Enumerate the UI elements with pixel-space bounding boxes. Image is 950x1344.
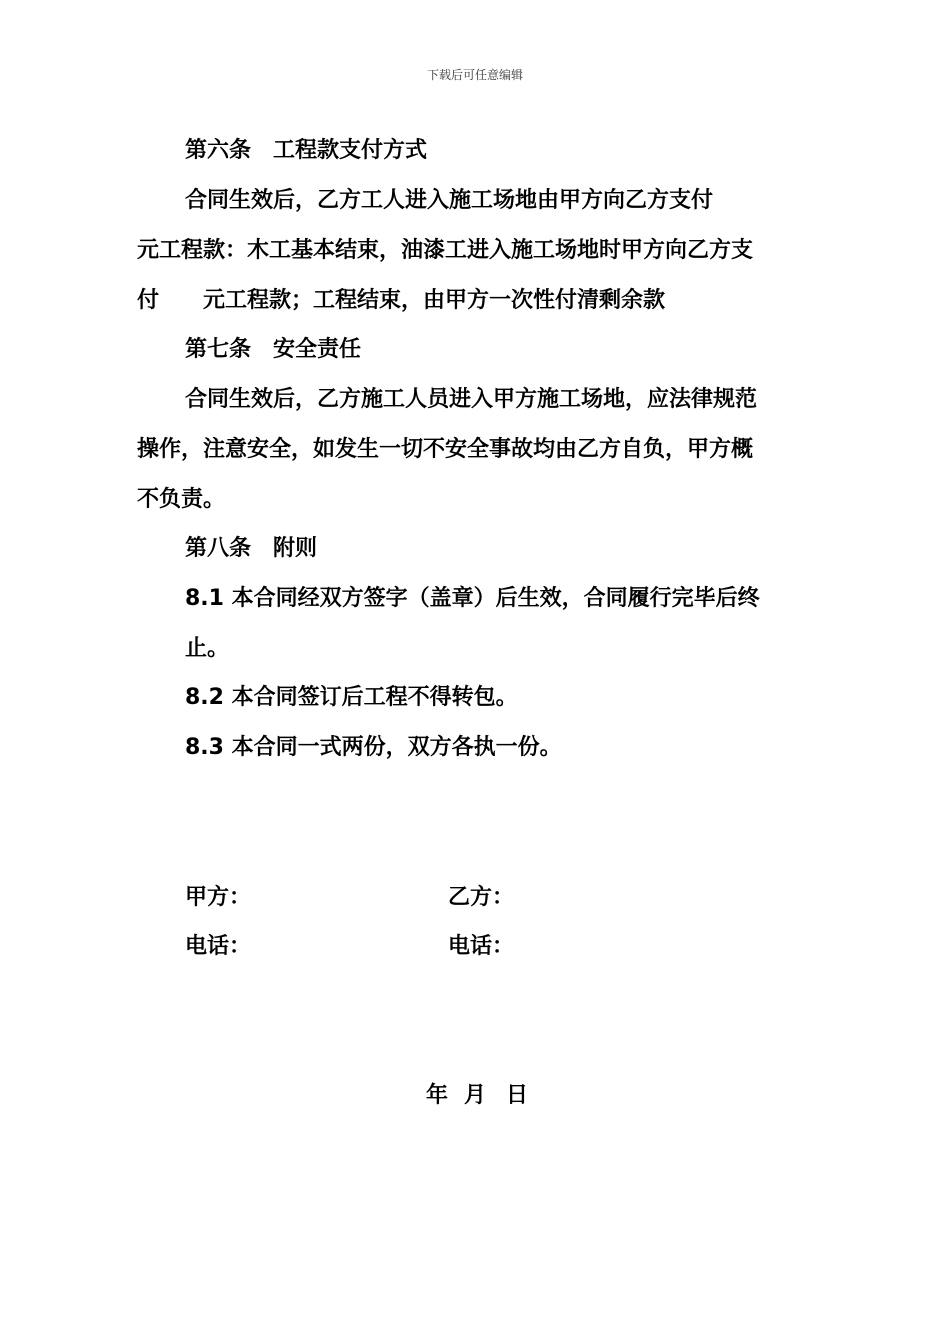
article-6-number: 第六条 (185, 138, 252, 163)
article-6-line-3 (137, 286, 665, 316)
article-7-line-2: 操作，注意安全，如发生一切不安全事故均由乙方自负，甲方概 (137, 437, 754, 462)
article-7-line-1: 合同生效后，乙方施工人员进入甲方施工场地，应法律规范 (185, 387, 758, 412)
article-7-number: 第七条 (185, 337, 252, 362)
article-8-title (185, 534, 317, 564)
phone-a-label: 电话： (185, 934, 252, 959)
date-year: 年 (426, 1083, 449, 1108)
article-8-item-1-line-2: 止。 (185, 636, 230, 661)
article-7-heading: 安全责任 (273, 337, 362, 362)
article-7-line-3: 不负责。 (137, 487, 226, 512)
article-6-title (185, 136, 427, 166)
article-8-number: 第八条 (185, 536, 252, 561)
article-8-item-3: 8.3 本合同一式两份，双方各执一份。 (185, 735, 562, 760)
article-6-heading: 工程款支付方式 (273, 138, 428, 163)
party-a-label: 甲方： (185, 885, 252, 910)
article-8-item-1-line-1: 8.1 本合同经双方签字（盖章）后生效，合同履行完毕后终 (185, 586, 760, 611)
article-6-line-2: 元工程款：木工基本结束，油漆工进入施工场地时甲方向乙方支 (137, 238, 754, 263)
date-month: 月 (464, 1083, 487, 1108)
party-b-label: 乙方： (448, 885, 515, 910)
article-8-item-2: 8.2 本合同签订后工程不得转包。 (185, 685, 518, 710)
article-6-line-3-start: 付 (137, 288, 160, 313)
signing-date (426, 1081, 528, 1111)
article-7-title (185, 335, 361, 365)
article-8-heading: 附则 (273, 536, 318, 561)
date-day: 日 (506, 1083, 529, 1108)
phone-b-label: 电话： (448, 934, 515, 959)
page-header: 下载后可任意编辑 (426, 68, 523, 82)
article-6-line-3-end: 元工程款；工程结束，由甲方一次性付清剩余款 (203, 288, 666, 313)
article-6-line-1: 合同生效后，乙方工人进入施工场地由甲方向乙方支付 (185, 188, 714, 213)
